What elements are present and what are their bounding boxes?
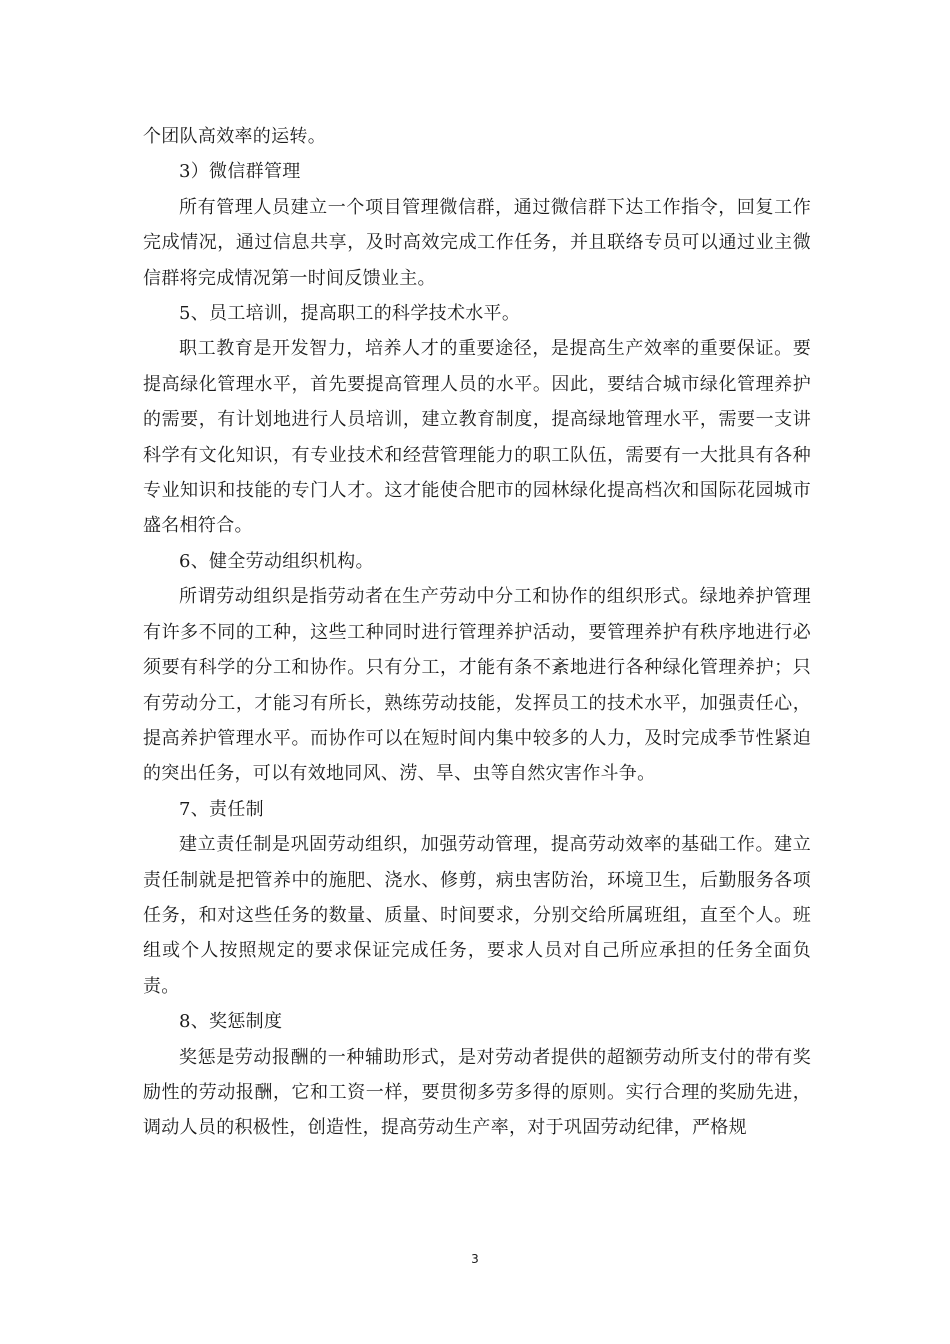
section-heading-wechat-group: 3）微信群管理: [179, 161, 301, 183]
paragraph-responsibility: 建立责任制是巩固劳动组织，加强劳动管理，提高劳动效率的基础工作。建立责任制就是把管养中的施肥、浇水、修剪，病虫害防治，环境卫生，后勤服务各项任务，和对这些任务的数量、质量、时间要求，分别交给所属班组，直至个人。班组或个人按照规定的要求保证完成任务，要求人员对自己所应承担的任务全面负责。: [143, 834, 811, 997]
paragraph-labor-organization: 所谓劳动组织是指劳动者在生产劳动中分工和协作的组织形式。绿地养护管理有许多不同的工种，这些工种同时进行管理养护活动，要管理养护有秩序地进行必须要有科学的分工和协作。只有分工，才能有条不紊地进行各种绿化管理养护；只有劳动分工，才能习有所长，熟练劳动技能，发挥员工的技术水平，加强责任心，提高养护管理水平。而协作可以在短时间内集中较多的人力，及时完成季节性紧迫的突出任务，可以有效地同风、涝、旱、虫等自然灾害作斗争。: [143, 586, 811, 785]
paragraph-continuation: 个团队高效率的运转。: [143, 126, 326, 147]
section-heading-labor-organization: 6、健全劳动组织机构。: [179, 550, 374, 572]
document-body: [143, 119, 811, 1146]
paragraph-staff-training: 职工教育是开发智力，培养人才的重要途径，是提高生产效率的重要保证。要提高绿化管理水平，首先要提高管理人员的水平。因此，要结合城市绿化管理养护的需要，有计划地进行人员培训，建立教育制度，提高绿地管理水平，需要一支讲科学有文化知识，有专业技术和经营管理能力的职工队伍，需要有一大批具有各种专业知识和技能的专门人才。这才能使合肥市的园林绿化提高档次和国际花园城市盛名相符合。: [143, 338, 811, 537]
section-heading-staff-training: 5、员工培训，提高职工的科学技术水平。: [179, 303, 521, 325]
paragraph-rewards-penalties: 奖惩是劳动报酬的一种辅助形式，是对劳动者提供的超额劳动所支付的带有奖励性的劳动报酬，它和工资一样，要贯彻多劳多得的原则。实行合理的奖励先进，调动人员的积极性，创造性，提高劳动生产率，对于巩固劳动纪律，严格规: [143, 1046, 811, 1139]
paragraph-wechat-group: 所有管理人员建立一个项目管理微信群，通过微信群下达工作指令，回复工作完成情况，通过信息共享，及时高效完成工作任务，并且联络专员可以通过业主微信群将完成情况第一时间反馈业主。: [143, 196, 811, 289]
page-number: 3: [471, 1252, 479, 1266]
section-heading-rewards-penalties: 8、奖惩制度: [179, 1011, 283, 1033]
section-heading-responsibility: 7、责任制: [179, 798, 264, 820]
